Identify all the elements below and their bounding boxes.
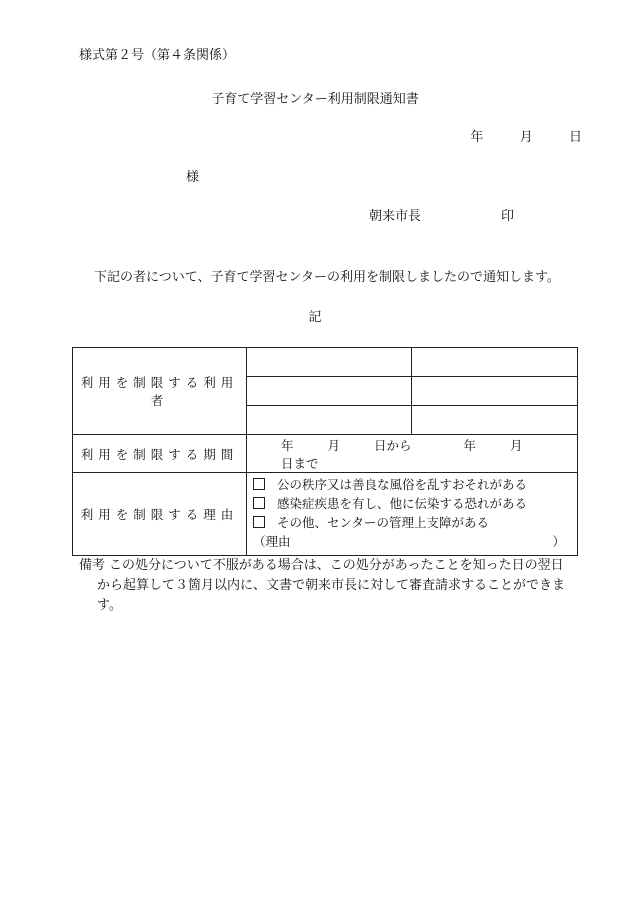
addressee-suffix: 様 xyxy=(186,170,200,185)
reason-other-open: （理由 xyxy=(253,534,291,549)
checkbox[interactable] xyxy=(253,516,265,528)
user-cell[interactable] xyxy=(247,377,412,406)
reason-label: 利用を制限する理由 xyxy=(73,473,247,556)
issuer-name: 朝来市長 xyxy=(369,209,422,224)
period-from-year: 年 xyxy=(281,437,294,453)
notes-line-1: この処分について不服がある場合は、この処分があったことを知った日の翌日 xyxy=(109,558,564,573)
date-line xyxy=(470,130,582,146)
period-to-year: 年 xyxy=(463,437,476,453)
form-number: 様式第２号（第４条関係） xyxy=(79,48,236,63)
reason-option[interactable] xyxy=(253,475,571,494)
period-from-day: 日から xyxy=(373,437,412,453)
notes-body xyxy=(79,556,584,616)
user-cell[interactable] xyxy=(412,377,578,406)
reason-text: その他、センターの管理上支障がある xyxy=(277,515,490,530)
restriction-table xyxy=(72,347,578,556)
date-year: 年 xyxy=(470,130,484,145)
issuer xyxy=(369,209,514,225)
reason-option[interactable] xyxy=(253,513,571,532)
period-label: 利用を制限する期間 xyxy=(73,435,247,473)
period-from-month: 月 xyxy=(327,437,340,453)
user-cell[interactable] xyxy=(247,406,412,435)
reason-other-close: ） xyxy=(552,534,565,549)
checkbox[interactable] xyxy=(253,478,265,490)
user-cell[interactable] xyxy=(412,348,578,377)
notes-line-3: す。 xyxy=(97,598,122,613)
reason-other-line[interactable] xyxy=(253,532,571,551)
user-label: 利用を制限する利用者 xyxy=(73,348,247,435)
checkbox[interactable] xyxy=(253,497,265,509)
seal-mark: 印 xyxy=(501,209,515,224)
period-row xyxy=(73,435,578,473)
user-row xyxy=(73,348,578,377)
notes-label: 備考 xyxy=(79,558,106,573)
user-cell[interactable] xyxy=(412,406,578,435)
user-cell[interactable] xyxy=(247,348,412,377)
reason-cell xyxy=(247,473,578,556)
reason-text: 感染症疾患を有し、他に伝染する恐れがある xyxy=(277,496,528,511)
period-to-day: 日まで xyxy=(281,455,319,471)
ki-heading: 記 xyxy=(308,310,322,325)
date-day: 日 xyxy=(568,130,582,145)
document-title: 子育て学習センター利用制限通知書 xyxy=(211,92,419,107)
reason-option[interactable] xyxy=(253,494,571,513)
period-cell[interactable] xyxy=(247,435,578,473)
reason-row xyxy=(73,473,578,556)
period-to-month: 月 xyxy=(509,437,523,453)
notes-line-2: から起算して３箇月以内に、文書で朝来市長に対して審査請求することができま xyxy=(97,578,566,593)
date-month: 月 xyxy=(519,130,533,145)
notes xyxy=(79,556,584,616)
reason-text: 公の秩序又は善良な風俗を乱すおそれがある xyxy=(277,477,528,492)
body-text: 下記の者について、子育て学習センターの利用を制限しましたので通知します。 xyxy=(94,270,560,285)
